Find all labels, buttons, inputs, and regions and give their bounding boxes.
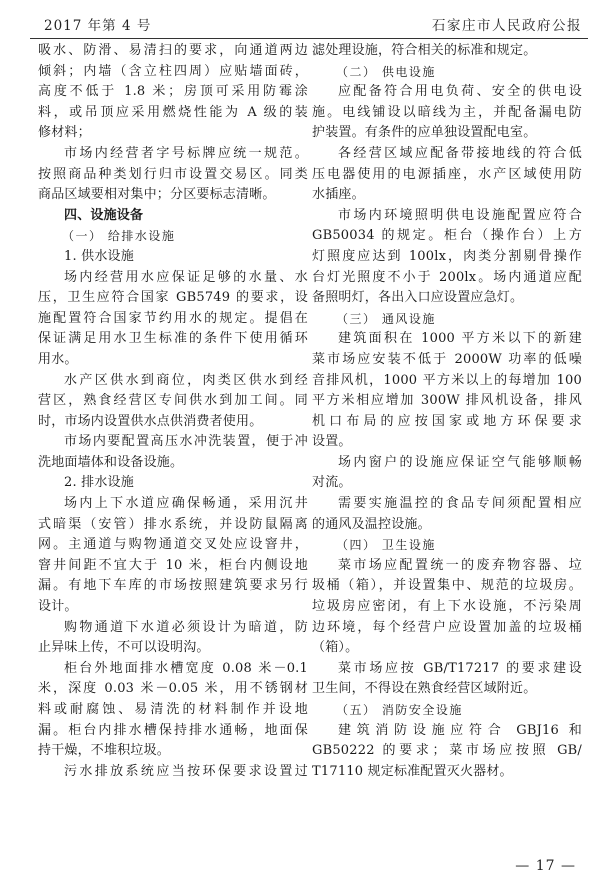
section-heading: 四、设施设备 (64, 207, 144, 223)
paragraph-start: 需要实施温控的食品专间须配置相应 (338, 496, 582, 512)
paragraph-start: 应配备符合用电负荷、安全的供电设 (338, 84, 582, 100)
paragraph-start: 建筑面积在 1000 平方米以下的新建 (338, 331, 582, 347)
subsection-heading: （二） 供电设施 (336, 64, 436, 79)
publication-title: 石家庄市人民政府公报 (432, 18, 582, 34)
subsection-heading: （一） 给排水设施 (62, 229, 176, 244)
right-column (312, 41, 582, 782)
text-line: 灯照度应达到 100lx，肉类分割剔骨操作 (312, 248, 582, 264)
text-line: 漏。柜台内排水槽保持排水通畅，地面保 (38, 722, 308, 738)
text-line: 卫生间，不得设在熟食经营区域附近。 (312, 681, 537, 697)
paragraph-start: 菜市场应配置统一的废弃物容器、垃 (338, 557, 582, 573)
text-line: 设计。 (38, 599, 78, 615)
text-line: 止异味上传，不可以设明沟。 (38, 640, 210, 656)
text-line: 米，深度 0.03 米－0.05 米，用不锈钢材 (38, 681, 308, 697)
text-line: （箱）。 (312, 640, 359, 656)
paragraph-start: 柜台外地面排水槽宽度 0.08 米－0.1 (64, 660, 308, 676)
text-line: 商品区域要相对集中；分区要标志清晰。 (38, 187, 276, 203)
text-line: 料或耐腐蚀、易清洗的材料制作并设地 (38, 702, 308, 717)
text-line: 施。电线铺设以暗线为主，并配备漏电防 (312, 104, 582, 120)
text-line: 垃圾房应密闭，有上下水设施，不污染周 (312, 599, 582, 615)
text-line: T17110 规定标准配置灭火器材。 (312, 763, 513, 779)
item-heading: 2. 排水设施 (64, 475, 134, 491)
text-line: 机口布局的应按国家或地方环保要求 (312, 413, 582, 429)
paragraph-start: 市场内经营者字号标牌应统一规范。 (64, 145, 308, 161)
subsection-heading: （五） 消防安全设施 (336, 703, 463, 717)
text-line: 圾桶（箱），并设置集中、规范的垃圾房。 (312, 578, 582, 594)
text-line: 按照商品种类划行归市设置交易区。同类 (38, 166, 308, 182)
paragraph-start: 菜市场应按 GB/T17217 的要求建设 (338, 660, 582, 676)
text-line: 窨井间距不宜大于 10 米，柜台内侧设地 (38, 557, 308, 573)
text-line: 吸水、防滑、易清扫的要求，向通道两边 (38, 43, 308, 58)
text-line: 倾斜；内墙（含立柱四周）应贴墙面砖， (38, 63, 308, 79)
text-line: 护装置。有条件的应单独设置配电室。 (312, 125, 537, 141)
text-line: 压电器使用的电源插座，水产区域使用防 (312, 166, 582, 182)
text-line: 式暗渠（安管）排水系统，并设防鼠隔离 (38, 516, 308, 532)
text-line: 持干燥，不堆积垃圾。 (38, 743, 171, 759)
text-line: 营区，熟食经营区专间供水到加工间。同 (38, 393, 308, 409)
text-line: 水插座。 (312, 187, 365, 203)
paragraph-start: 污水排放系统应当按环保要求设置过 (64, 763, 308, 779)
paragraph-start: 购物通道下水道必须设计为暗道，防 (64, 619, 308, 635)
text-line: 网。主通道与购物通道交叉处应设窨井， (38, 537, 308, 553)
paragraph-start: 建筑消防设施应符合 GBJ16 和 (338, 722, 582, 738)
text-line: 高度不低于 1.8 米；房顶可采用防霉涂 (38, 84, 308, 100)
text-line: 台灯光照度不小于 200lx。场内通道应配 (312, 269, 582, 285)
text-line: 平方米相应增加 300W 排风机设备，排风 (312, 393, 582, 409)
text-line: GB50034 的规定。柜台（操作台）上方 (312, 228, 582, 244)
text-line: 的通风及温控设施。 (312, 516, 431, 532)
subsection-heading: （三） 通风设施 (336, 311, 436, 326)
paragraph-start: 场内窗户的设施应保证空气能够顺畅 (338, 454, 582, 470)
page-number: — 17 — (515, 858, 576, 874)
text-line: GB50222 的要求；菜市场应按照 GB/ (312, 743, 582, 759)
text-line: 音排风机，1000 平方米以上的每增加 100 (312, 372, 582, 388)
text-line: 备照明灯，各出入口应设置应急灯。 (312, 290, 524, 306)
text-line: 保证满足用水卫生标准的条件下使用循环 (38, 331, 308, 347)
paragraph-start: 各经营区域应配备带接地线的符合低 (338, 145, 582, 161)
paragraph-start: 市场内环境照明供电设施配置应符合 (338, 207, 582, 223)
text-line: 时，市场内设置供水点供消费者使用。 (38, 413, 263, 429)
paragraph-start: 水产区供水到商位，肉类区供水到经 (64, 372, 308, 388)
text-line: 用水。 (38, 351, 78, 367)
text-line: 料，或吊顶应采用燃烧性能为 A 级的装 (38, 104, 308, 120)
text-line: 滤处理设施，符合相关的标准和规定。 (312, 43, 537, 58)
paragraph-start: 场内经营用水应保证足够的水量、水 (64, 269, 308, 285)
paragraph-start: 市场内要配置高压水冲洗装置，便于冲 (64, 434, 308, 450)
paragraph-start: 场内上下水道应确保畅通，采用沉井 (64, 496, 308, 512)
text-line: 施配置符合国家节约用水的规定。提倡在 (38, 310, 308, 326)
text-line: 漏。有地下车库的市场按照建筑要求另行 (38, 578, 308, 594)
left-column (38, 41, 308, 782)
text-line: 修材料； (38, 125, 91, 141)
text-line: 设置。 (312, 434, 352, 450)
item-heading: 1. 供水设施 (64, 248, 134, 264)
header-divider (30, 38, 588, 39)
text-line: 压，卫生应符合国家 GB5749 的要求，设 (38, 290, 308, 306)
text-line: 对流。 (312, 475, 352, 491)
subsection-heading: （四） 卫生设施 (336, 538, 436, 553)
issue-label: 2017 年第 4 号 (44, 18, 152, 34)
text-line: 边环境，每个经营户应设置加盖的垃圾桶 (312, 619, 582, 635)
text-line: 洗地面墙体和设备设施。 (38, 454, 184, 470)
text-line: 菜市场应安装不低于 2000W 功率的低噪 (312, 351, 582, 367)
